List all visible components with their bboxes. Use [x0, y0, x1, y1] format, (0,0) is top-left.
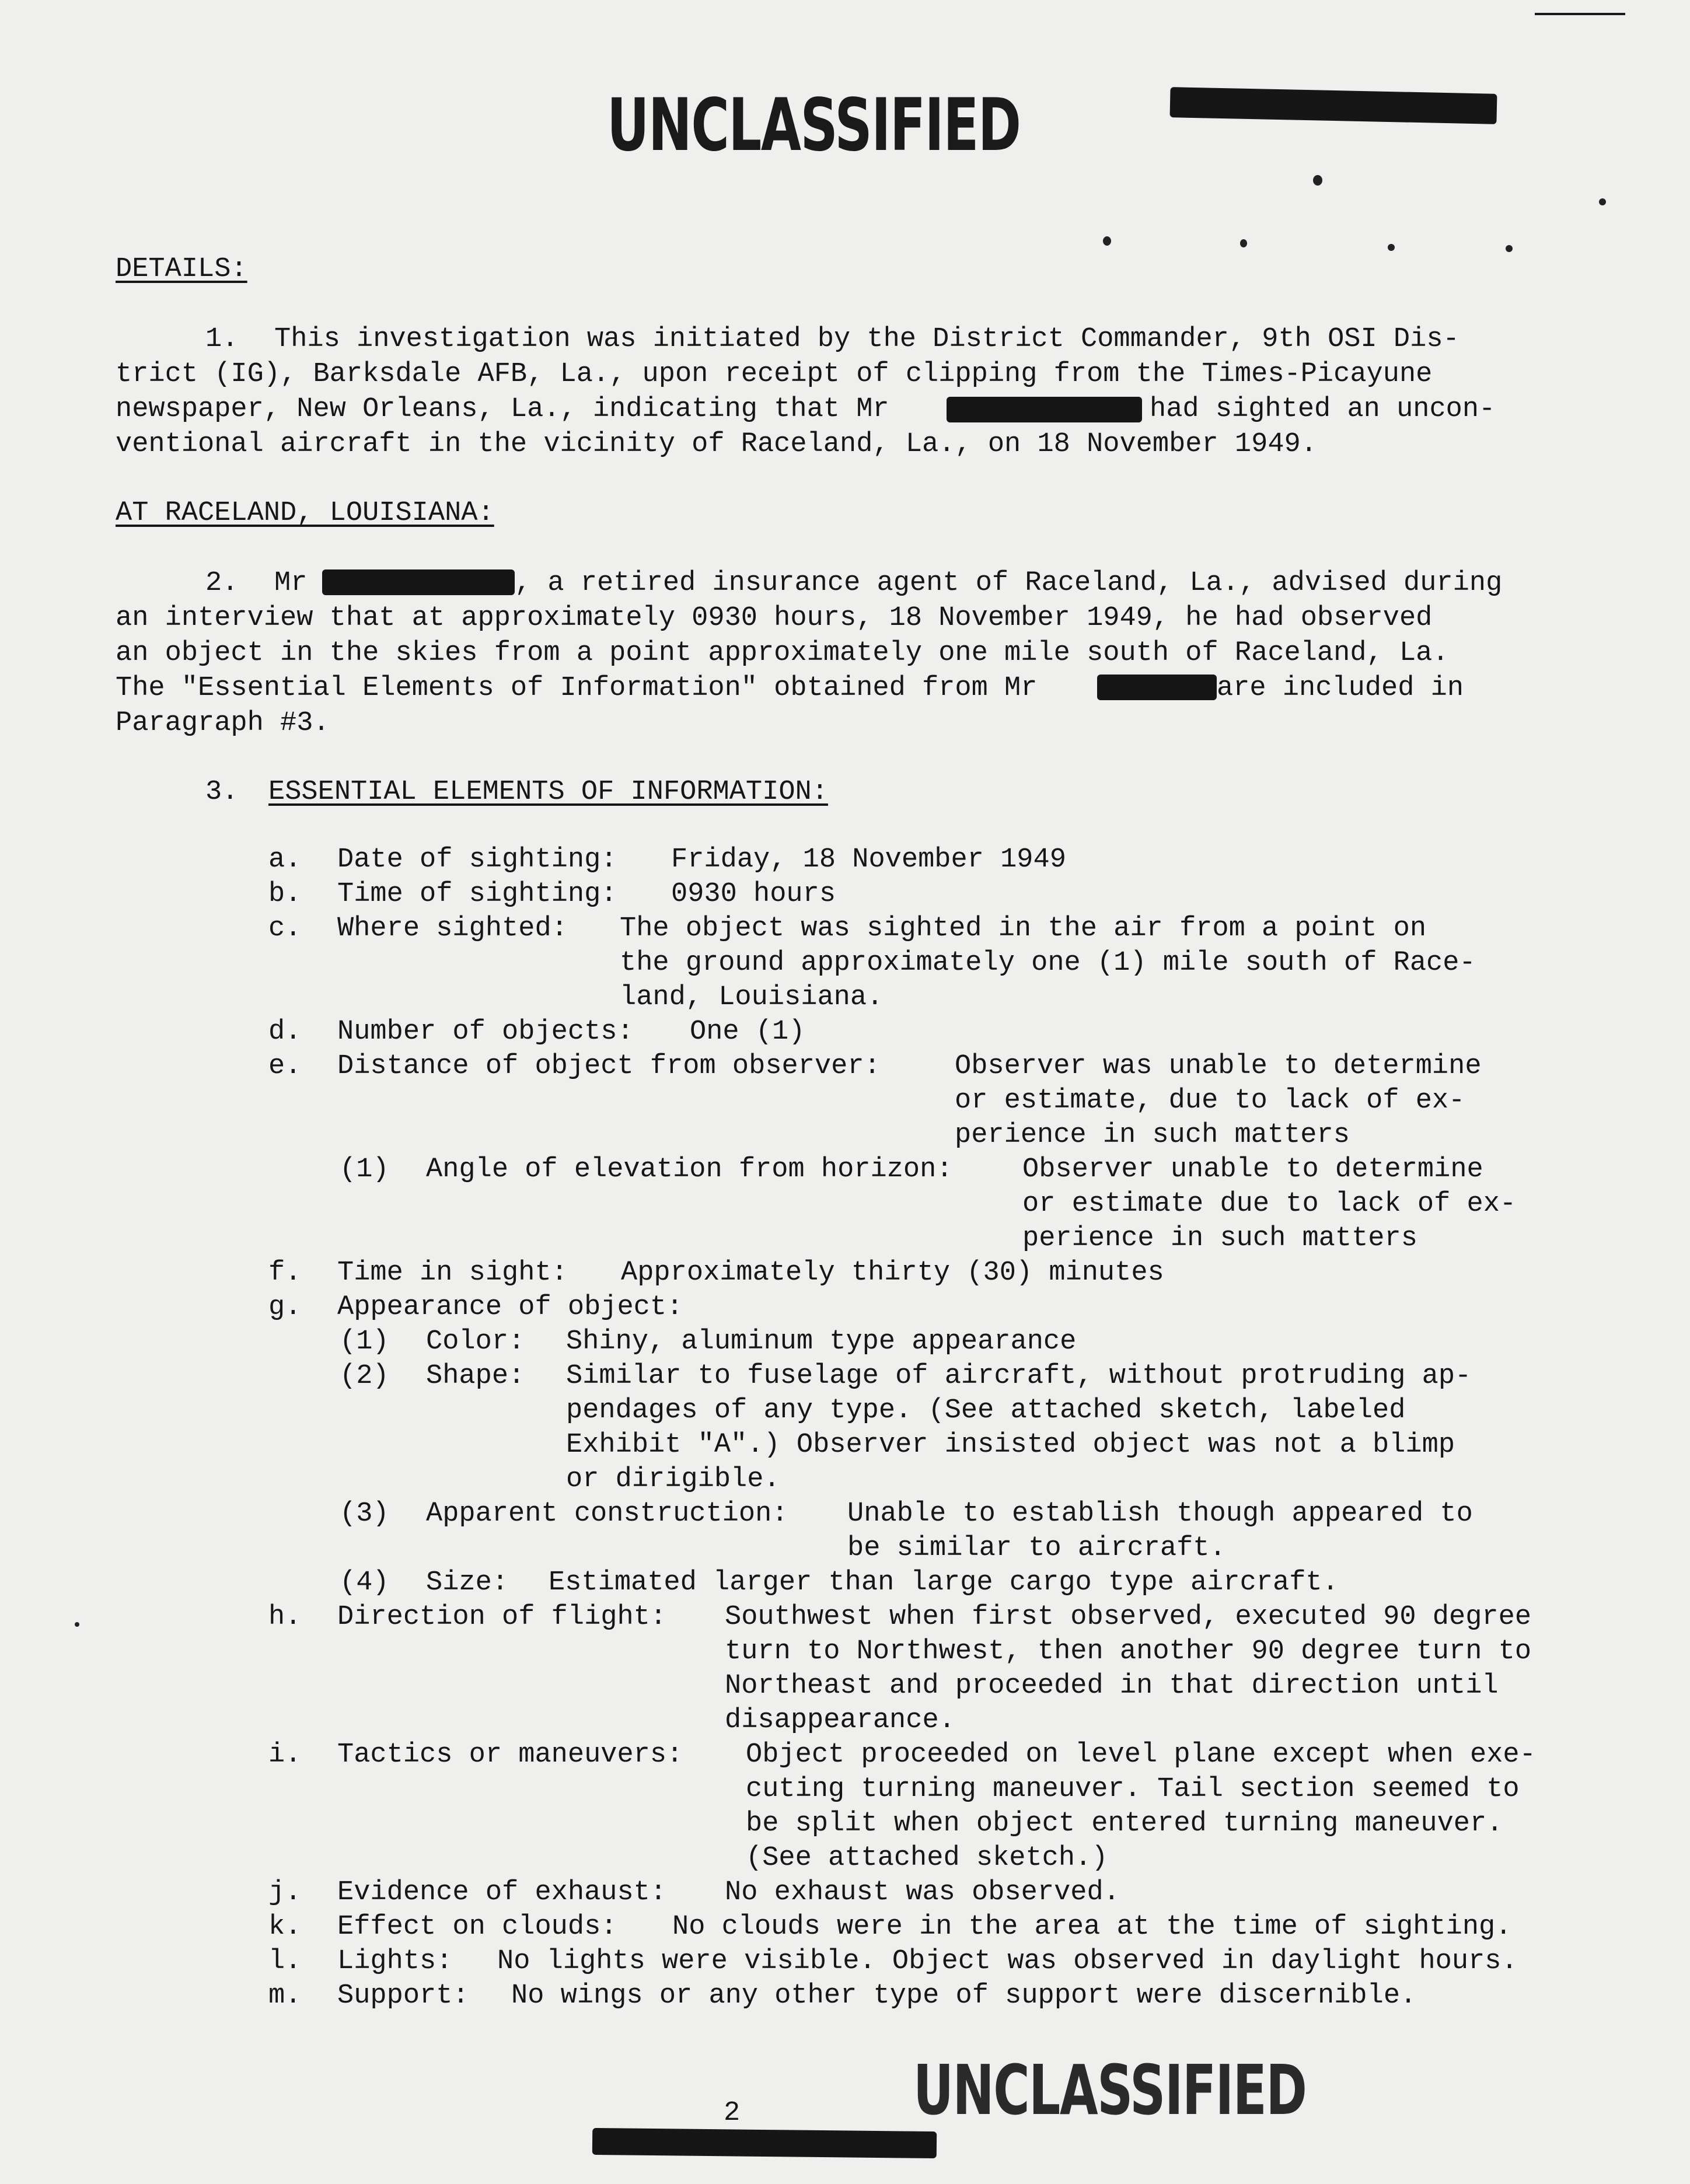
para2-line: an interview that at approximately 0930 hours, 18 November 1949, he had observed: [116, 603, 1433, 634]
item-value: or dirigible.: [566, 1464, 780, 1495]
classification-stamp-bottom: UNCLASSIFIED: [913, 2050, 1307, 2130]
item-key: Date of sighting:: [337, 844, 617, 875]
item-value: land, Louisiana.: [620, 982, 884, 1013]
item-label: l.: [268, 1946, 302, 1977]
para1-line: trict (IG), Barksdale AFB, La., upon receipt of clipping from the Times-Picayune: [116, 359, 1433, 390]
item-value: be similar to aircraft.: [847, 1533, 1226, 1564]
ink-speck: [1313, 175, 1322, 186]
item-key: Apparent construction:: [426, 1498, 788, 1529]
eei-heading: ESSENTIAL ELEMENTS OF INFORMATION:: [268, 777, 828, 808]
item-key: Size:: [426, 1567, 509, 1598]
item-value: 0930 hours: [671, 879, 836, 910]
item-label: (1): [340, 1326, 389, 1357]
para2-line: an object in the skies from a point approximately one mile south of Raceland, La.: [116, 638, 1449, 669]
item-label: d.: [268, 1016, 302, 1047]
item-value: No lights were visible. Object was observed in daylight hours.: [497, 1946, 1518, 1977]
para2-mr: Mr: [274, 568, 308, 599]
ink-speck: [1506, 245, 1513, 252]
item-value: perience in such matters: [955, 1120, 1350, 1151]
item-value: Northeast and proceeded in that direction until: [725, 1671, 1499, 1701]
item-value: No wings or any other type of support were discernible.: [511, 1980, 1417, 2011]
item-value: One (1): [690, 1016, 805, 1047]
redaction-bar-name: [322, 569, 515, 595]
item-key: Direction of flight:: [337, 1602, 667, 1633]
item-value: Shiny, aluminum type appearance: [566, 1326, 1077, 1357]
item-key: Tactics or maneuvers:: [337, 1739, 683, 1770]
redaction-bar-header: [1170, 87, 1497, 124]
redaction-bar-footer: [592, 2128, 937, 2158]
item-label: f.: [268, 1257, 302, 1288]
item-value: cuting turning maneuver. Tail section seemed to: [746, 1774, 1520, 1805]
item-label: (2): [340, 1361, 389, 1392]
item-key: Effect on clouds:: [337, 1912, 617, 1942]
item-key: Color:: [426, 1326, 525, 1357]
item-label: (4): [340, 1567, 389, 1598]
item-label: b.: [268, 879, 302, 910]
item-label: c.: [268, 913, 302, 944]
item-key: Appearance of object:: [337, 1292, 683, 1323]
item-label: j.: [268, 1877, 302, 1908]
item-label: e.: [268, 1051, 302, 1082]
item-value: Observer unable to determine: [1022, 1154, 1483, 1185]
item-label: (1): [340, 1154, 389, 1185]
raceland-heading: AT RACELAND, LOUISIANA:: [116, 498, 494, 529]
para2-line: Paragraph #3.: [116, 708, 330, 739]
ink-speck: [1388, 244, 1395, 251]
item-value: The object was sighted in the air from a point on: [620, 913, 1427, 944]
item-value: or estimate, due to lack of ex-: [955, 1085, 1465, 1116]
para2-line: , a retired insurance agent of Raceland, La., advised during: [515, 568, 1503, 599]
para2-number: 2.: [205, 568, 239, 599]
item-key: Time in sight:: [337, 1257, 568, 1288]
item-value: Object proceeded on level plane except when exe-: [746, 1739, 1536, 1770]
page-edge-mark: [1535, 13, 1625, 15]
item-key: Evidence of exhaust:: [337, 1877, 667, 1908]
item-label: a.: [268, 844, 302, 875]
item-key: Distance of object from observer:: [337, 1051, 881, 1082]
item-key: Number of objects:: [337, 1016, 634, 1047]
item-value: Southwest when first observed, executed 90 degree: [725, 1602, 1532, 1633]
item-label: h.: [268, 1602, 302, 1633]
item-value: (See attached sketch.): [746, 1843, 1108, 1874]
para1-number: 1.: [205, 324, 239, 355]
ink-speck: [1599, 198, 1606, 205]
item-value: No clouds were in the area at the time of sighting.: [672, 1912, 1512, 1942]
ink-speck: [1103, 236, 1111, 246]
para1-line: This investigation was initiated by the District Commander, 9th OSI Dis-: [274, 324, 1459, 355]
para1-line: newspaper, New Orleans, La., indicating that Mr: [116, 394, 889, 425]
item-value: be split when object entered turning maneuver.: [746, 1808, 1503, 1839]
item-value: turn to Northwest, then another 90 degree turn to: [725, 1636, 1532, 1667]
ink-speck: [1240, 239, 1247, 247]
item-value: Friday, 18 November 1949: [671, 844, 1066, 875]
item-value: pendages of any type. (See attached sketch, labeled: [566, 1395, 1406, 1426]
redaction-bar-name: [1097, 675, 1217, 700]
item-key: Time of sighting:: [337, 879, 617, 910]
item-label: i.: [268, 1739, 302, 1770]
para2-line: The "Essential Elements of Information" obtained from Mr: [116, 673, 1038, 704]
item-label: m.: [268, 1980, 302, 2011]
item-value: the ground approximately one (1) mile south of Race-: [620, 948, 1476, 979]
classification-stamp-top: UNCLASSIFIED: [607, 83, 1021, 167]
para3-number: 3.: [205, 777, 239, 808]
item-key: Shape:: [426, 1361, 525, 1392]
para2-line: are included in: [1217, 673, 1464, 704]
ink-speck: [75, 1622, 79, 1627]
item-key: Where sighted:: [337, 913, 568, 944]
item-value: or estimate due to lack of ex-: [1022, 1189, 1517, 1219]
item-label: k.: [268, 1912, 302, 1942]
item-value: No exhaust was observed.: [725, 1877, 1120, 1908]
item-value: perience in such matters: [1022, 1223, 1417, 1254]
item-label: g.: [268, 1292, 302, 1323]
item-value: Unable to establish though appeared to: [847, 1498, 1473, 1529]
redaction-bar-name: [947, 397, 1142, 422]
item-key: Support:: [337, 1980, 469, 2011]
item-value: Estimated larger than large cargo type aircraft.: [549, 1567, 1339, 1598]
item-key: Angle of elevation from horizon:: [426, 1154, 953, 1185]
item-value: Observer was unable to determine: [955, 1051, 1482, 1082]
page-number: 2: [724, 2098, 741, 2129]
para1-line: had sighted an uncon-: [1150, 394, 1496, 425]
item-key: Lights:: [337, 1946, 453, 1977]
item-label: (3): [340, 1498, 389, 1529]
item-value: Exhibit "A".) Observer insisted object was not a blimp: [566, 1430, 1455, 1460]
details-heading: DETAILS:: [116, 254, 247, 285]
item-value: Approximately thirty (30) minutes: [621, 1257, 1164, 1288]
item-value: disappearance.: [725, 1705, 955, 1736]
para1-line: ventional aircraft in the vicinity of Raceland, La., on 18 November 1949.: [116, 429, 1317, 460]
item-value: Similar to fuselage of aircraft, without protruding ap-: [566, 1361, 1472, 1392]
